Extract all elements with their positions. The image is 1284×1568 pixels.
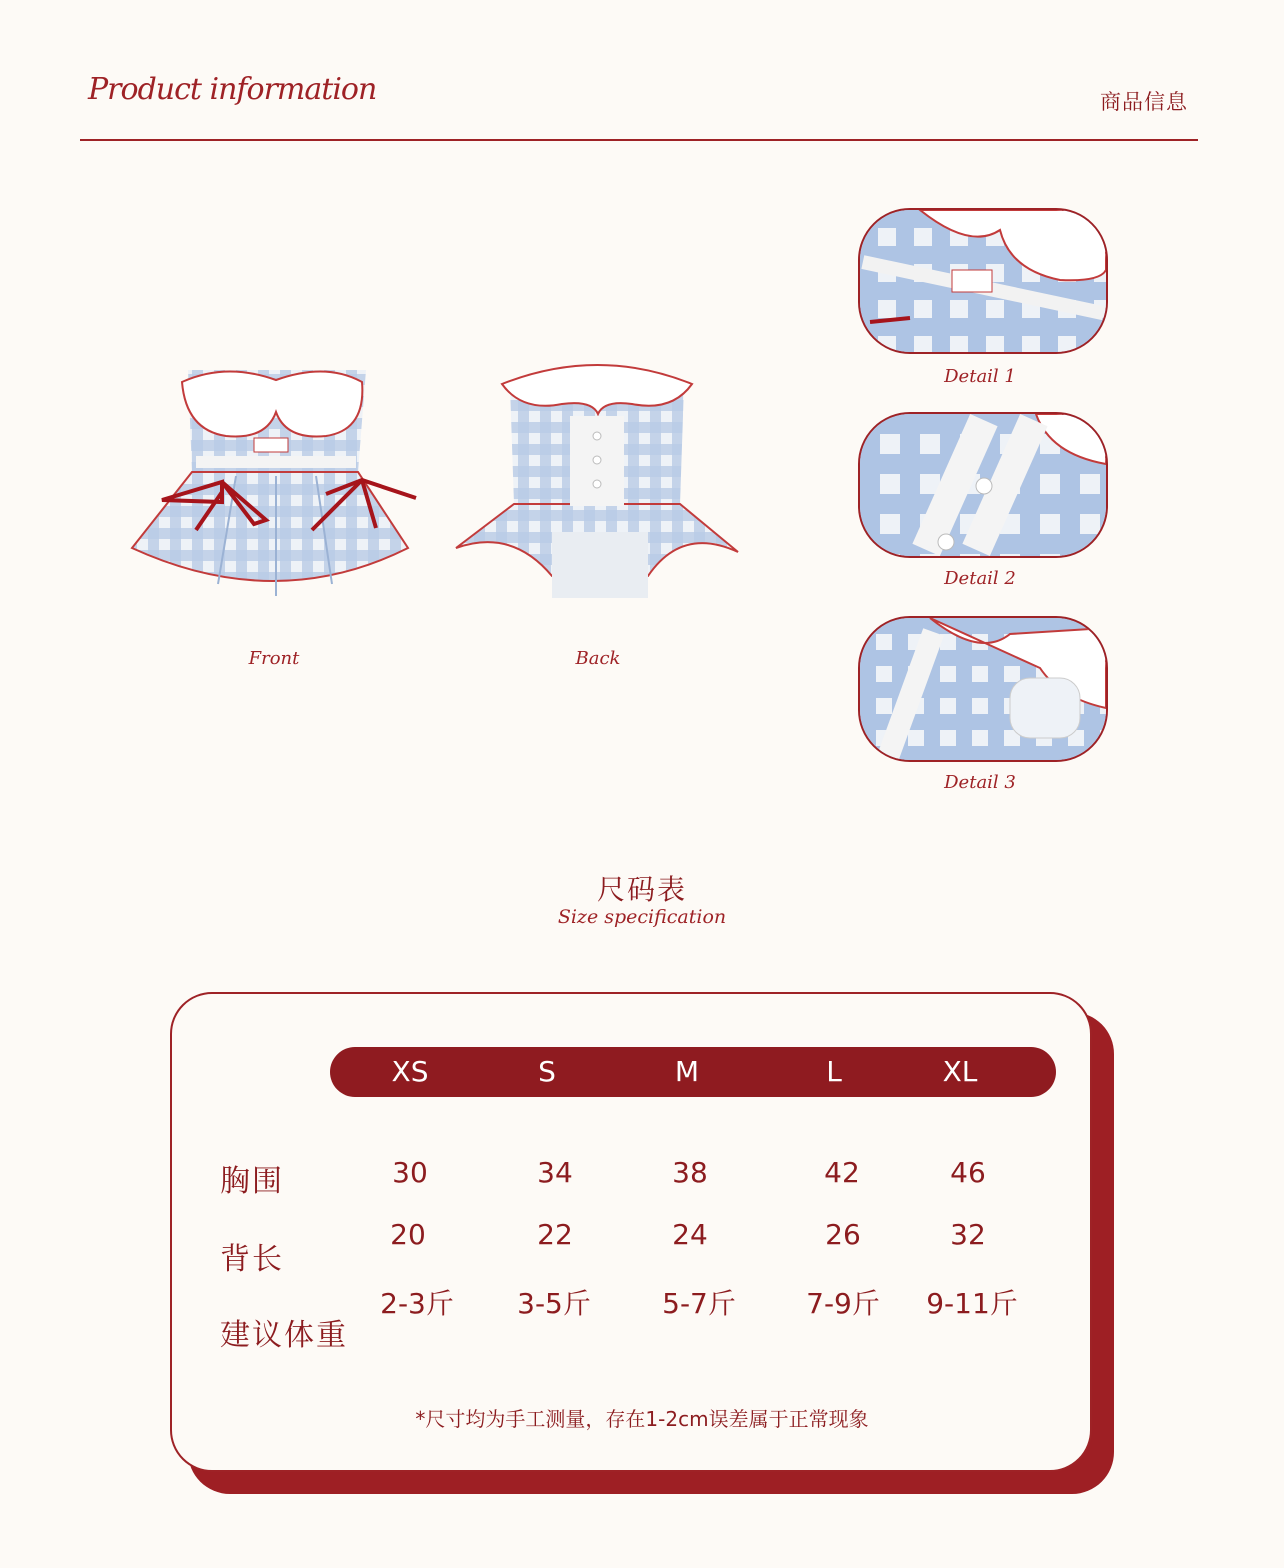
table-cell: 24: [672, 1218, 708, 1251]
table-cell: 32: [950, 1218, 986, 1251]
table-cell: 42: [824, 1156, 860, 1189]
detail-3-image: [858, 616, 1108, 762]
table-cell: 20: [390, 1218, 426, 1251]
front-caption: Front: [248, 648, 300, 669]
detail-2-image: [858, 412, 1108, 558]
dress-front-image: [126, 352, 422, 612]
product-information-title: Product information: [88, 72, 377, 107]
table-cell: 3-5斤: [517, 1287, 591, 1320]
dress-back-image: [452, 356, 742, 606]
product-information-cn-title: 商品信息: [1100, 90, 1188, 114]
size-xl-header: XL: [942, 1055, 978, 1088]
table-cell: 38: [672, 1156, 708, 1189]
table-cell: 34: [537, 1156, 573, 1189]
row-label-chest: 胸围: [220, 1164, 284, 1199]
detail-3-caption: Detail 3: [944, 772, 1016, 793]
table-cell: 9-11斤: [926, 1287, 1018, 1320]
row-label-back-length: 背长: [220, 1242, 284, 1277]
detail-2-caption: Detail 2: [944, 568, 1016, 589]
table-cell: 2-3斤: [380, 1287, 454, 1320]
table-cell: 26: [825, 1218, 861, 1251]
table-cell: 22: [537, 1218, 573, 1251]
measurement-note: *尺寸均为手工测量，存在1-2cm误差属于正常现象: [415, 1407, 869, 1431]
size-m-header: M: [674, 1055, 700, 1088]
table-cell: 5-7斤: [662, 1287, 736, 1320]
size-xs-header: XS: [391, 1055, 429, 1088]
detail-1-image: [858, 208, 1108, 354]
back-caption: Back: [575, 648, 621, 669]
size-l-header: L: [826, 1055, 842, 1088]
size-s-header: S: [538, 1055, 556, 1088]
table-cell: 30: [392, 1156, 428, 1189]
header-divider: [80, 139, 1198, 141]
table-cell: 7-9斤: [806, 1287, 880, 1320]
size-chart-title: 尺码表: [596, 873, 687, 906]
size-chart-subtitle: Size specification: [557, 906, 727, 928]
table-cell: 46: [950, 1156, 986, 1189]
detail-1-caption: Detail 1: [944, 366, 1016, 387]
row-label-suggested-weight: 建议体重: [220, 1318, 348, 1353]
